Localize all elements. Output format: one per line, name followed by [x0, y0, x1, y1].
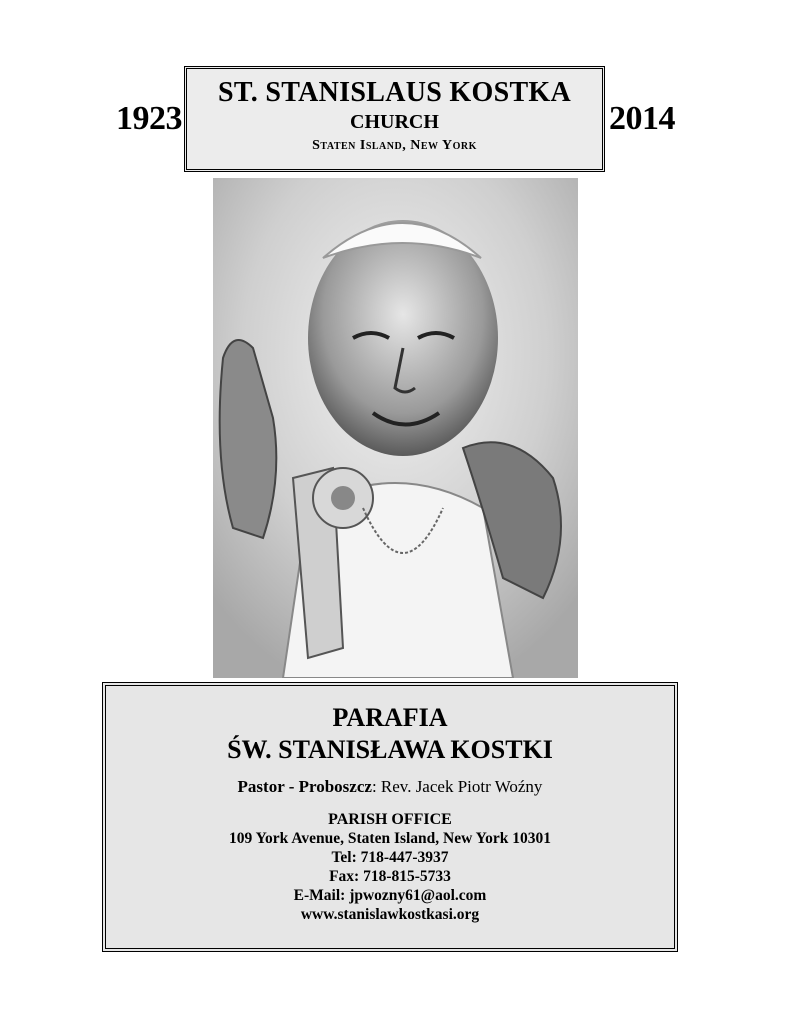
pastor-line: [106, 777, 674, 797]
office-tel: Tel: 718-447-3937: [331, 849, 449, 866]
office-email: E-Mail: jpwozny61@aol.com: [293, 887, 487, 904]
church-location: Staten Island, New York: [312, 138, 477, 153]
portrait-photo: [213, 178, 578, 678]
pastor-label: Pastor - Proboszcz: [237, 777, 372, 796]
church-word: CHURCH: [350, 111, 439, 133]
year-start: 1923: [116, 100, 182, 137]
office-fax: Fax: 718-815-5733: [329, 868, 451, 885]
office-website: www.stanislawkostkasi.org: [300, 906, 480, 923]
parish-info-box: [102, 682, 678, 952]
parafia-heading: PARAFIA: [332, 703, 448, 732]
parish-name-polish: ŚW. STANISŁAWA KOSTKI: [227, 735, 553, 764]
church-name: ST. STANISLAUS KOSTKA: [217, 77, 572, 108]
year-end: 2014: [609, 100, 675, 137]
office-address: 109 York Avenue, Staten Island, New York 10301: [229, 830, 551, 847]
pastor-name: : Rev. Jacek Piotr Woźny: [371, 777, 543, 796]
portrait-illustration: [213, 178, 578, 678]
parish-office-title: PARISH OFFICE: [328, 811, 452, 828]
church-title-box: [184, 66, 605, 172]
